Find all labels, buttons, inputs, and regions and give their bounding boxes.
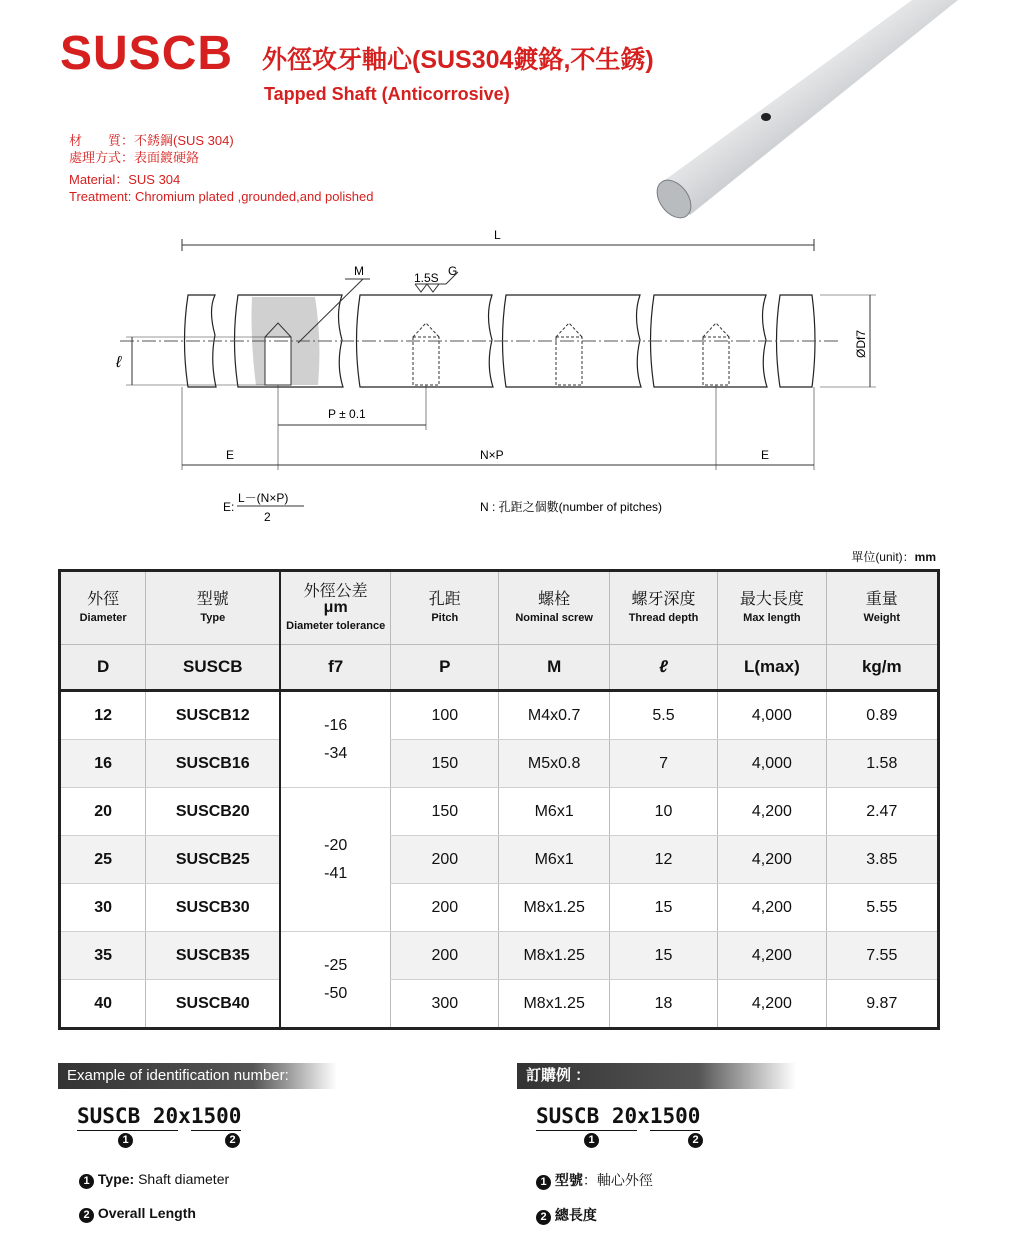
example-code-cn: SUSCB 20x1500 [536,1104,700,1128]
cell-pitch: 150 [391,788,499,836]
cell-depth: 18 [609,980,717,1029]
cell-weight: 3.85 [826,836,938,884]
cell-depth: 12 [609,836,717,884]
cell-screw: M8x1.25 [499,932,609,980]
header-weight: 重量 Weight [826,571,938,645]
sym-depth: ℓ [609,645,717,691]
cell-tolerance: -20 -41 [280,788,390,932]
cell-type: SUSCB40 [146,980,280,1029]
cell-weight: 0.89 [826,691,938,740]
table-row [60,788,939,836]
label-pitch: P ± 0.1 [328,407,366,421]
cell-diameter: 12 [60,691,146,740]
cell-depth: 15 [609,932,717,980]
example-code-en: SUSCB 20x1500 [77,1104,241,1128]
cell-depth: 10 [609,788,717,836]
table-row [60,691,939,740]
sym-pitch: P [391,645,499,691]
table-row [60,740,939,788]
header-row-names [60,571,939,645]
sym-lmax: L(max) [718,645,826,691]
label-L: L [494,228,501,242]
cell-weight: 1.58 [826,740,938,788]
label-E-left: E [226,448,235,462]
cell-weight: 9.87 [826,980,938,1029]
header-type: 型號 Type [146,571,280,645]
formula-denominator: 2 [264,510,271,524]
cell-screw: M8x1.25 [499,980,609,1029]
header-lmax: 最大長度 Max length [718,571,826,645]
cell-weight: 2.47 [826,788,938,836]
cell-type: SUSCB20 [146,788,280,836]
cell-screw: M6x1 [499,836,609,884]
label-diameter: ØDf7 [854,329,868,358]
cell-lmax: 4,200 [718,980,826,1029]
example-title-en: Example of identification number: [58,1063,337,1089]
number-two-badge: 2 [225,1133,240,1148]
label-surface: 1.5S [414,271,439,285]
cell-type: SUSCB16 [146,740,280,788]
sym-type: SUSCB [146,645,280,691]
cell-tolerance: -16 -34 [280,691,390,788]
label-NxP: N×P [480,448,504,462]
spec-table [58,569,940,1030]
cell-diameter: 16 [60,740,146,788]
table-row [60,884,939,932]
cell-type: SUSCB30 [146,884,280,932]
cell-lmax: 4,200 [718,884,826,932]
cell-diameter: 30 [60,884,146,932]
cell-diameter: 25 [60,836,146,884]
material-cn: 材 質：不銹鋼(SUS 304) [69,133,234,148]
title-english: Tapped Shaft (Anticorrosive) [264,84,510,104]
example-item-length-en: 2 Overall Length [79,1205,196,1223]
formula-prefix: E: [223,500,235,514]
cell-weight: 7.55 [826,932,938,980]
sym-tolerance: f7 [280,645,390,691]
cell-pitch: 200 [391,932,499,980]
cell-depth: 15 [609,884,717,932]
sym-screw: M [499,645,609,691]
cell-screw: M6x1 [499,788,609,836]
technical-drawing [60,225,900,535]
header-depth: 螺牙深度 Thread depth [609,571,717,645]
header-pitch: 孔距 Pitch [391,571,499,645]
sym-diameter: D [60,645,146,691]
cell-diameter: 40 [60,980,146,1029]
cell-pitch: 300 [391,980,499,1029]
treatment-en: Treatment: Chromium plated ,grounded,and polished [69,189,374,204]
cell-lmax: 4,000 [718,740,826,788]
example-item-type-cn: 1 型號：軸心外徑 [536,1170,653,1190]
cell-type: SUSCB35 [146,932,280,980]
table-row [60,932,939,980]
number-one-badge: 1 [584,1133,599,1148]
cell-lmax: 4,200 [718,932,826,980]
cell-type: SUSCB25 [146,836,280,884]
sym-weight: kg/m [826,645,938,691]
cell-weight: 5.55 [826,884,938,932]
header-tolerance: 外徑公差 μm Diameter tolerance [280,571,390,645]
cell-pitch: 150 [391,740,499,788]
cell-lmax: 4,200 [718,836,826,884]
cell-pitch: 100 [391,691,499,740]
label-G: G [448,264,458,278]
cell-screw: M4x0.7 [499,691,609,740]
example-item-length-cn: 2 總長度 [536,1205,597,1225]
cell-diameter: 20 [60,788,146,836]
label-E-right: E [761,448,770,462]
header-screw: 螺栓 Nominal screw [499,571,609,645]
label-M: M [354,264,364,278]
cell-pitch: 200 [391,836,499,884]
label-ell: ℓ [116,354,122,371]
cell-depth: 7 [609,740,717,788]
cell-screw: M5x0.8 [499,740,609,788]
table-row [60,980,939,1029]
example-item-type-en: 1 Type: Shaft diameter [79,1171,229,1189]
title-chinese: 外徑攻牙軸心(SUS304鍍鉻,不生銹) [262,46,654,74]
number-two-badge: 2 [688,1133,703,1148]
example-title-cn: 訂購例 ： [517,1063,796,1089]
formula-numerator: L－(N×P) [238,491,289,505]
unit-label: 單位(unit)：mm [851,550,936,564]
cell-screw: M8x1.25 [499,884,609,932]
brand-title: SUSCB [60,27,234,80]
cell-type: SUSCB12 [146,691,280,740]
shaft-photo [650,0,970,225]
material-en: Material：SUS 304 [69,172,181,187]
cell-diameter: 35 [60,932,146,980]
header-row-symbols [60,645,939,691]
n-note: N : 孔距之個數(number of pitches) [480,500,663,514]
cell-lmax: 4,200 [718,788,826,836]
cell-tolerance: -25 -50 [280,932,390,1029]
treatment-cn: 處理方式：表面鍍硬鉻 [69,150,200,165]
cell-depth: 5.5 [609,691,717,740]
number-one-badge: 1 [118,1133,133,1148]
cell-lmax: 4,000 [718,691,826,740]
table-row [60,836,939,884]
header-diameter: 外徑 Diameter [60,571,146,645]
cell-pitch: 200 [391,884,499,932]
